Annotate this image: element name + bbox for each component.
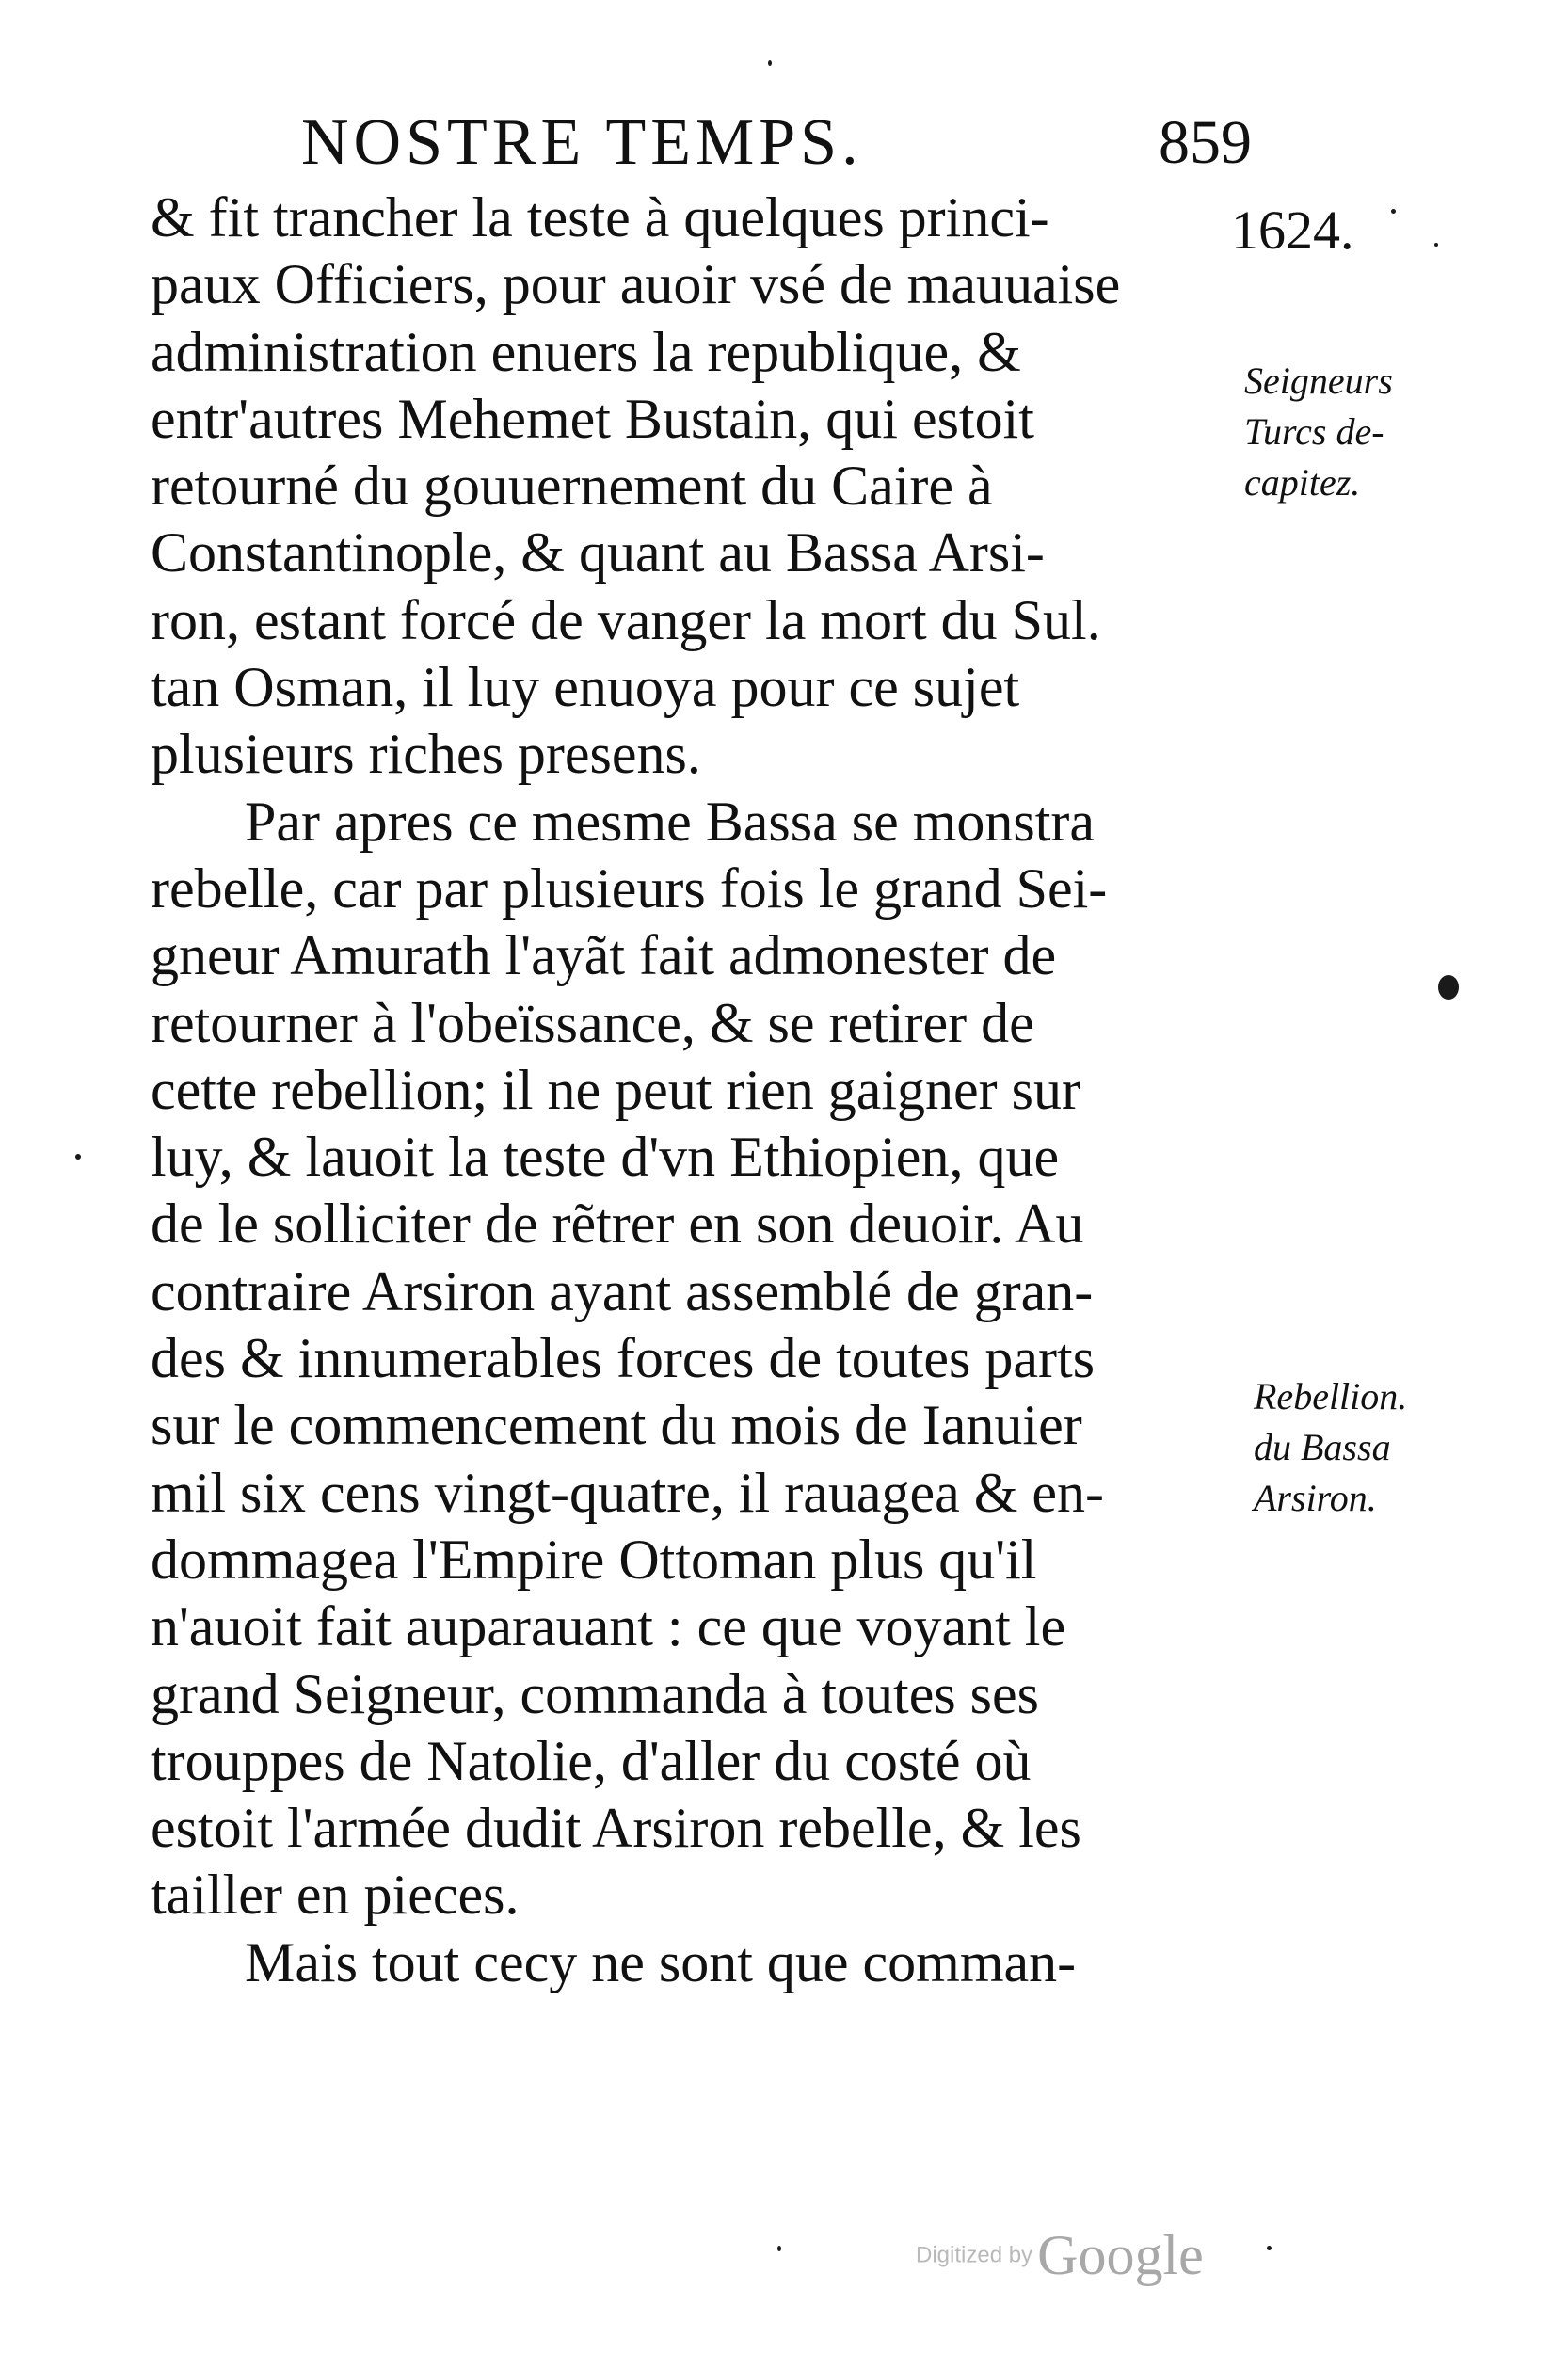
text-line: ron, estant forcé de vanger la mort du Sul. <box>151 588 1101 651</box>
ink-speck <box>75 1154 81 1160</box>
text-line: gneur Amurath l'ayãt fait admonester de <box>151 924 1057 987</box>
text-line: estoit l'armée dudit Arsiron rebelle, & les <box>151 1797 1081 1860</box>
margin-note-rebellion <box>1254 1371 1407 1524</box>
running-head <box>282 105 1252 181</box>
text-line: contraire Arsiron ayant assemblé de gran- <box>151 1259 1094 1322</box>
text-line: tailler en pieces. <box>151 1864 520 1927</box>
text-line: paux Officiers, pour auoir vsé de mauuaise <box>151 253 1121 316</box>
text-line: dommagea l'Empire Ottoman plus qu'il <box>151 1528 1037 1591</box>
ink-speck <box>777 2246 781 2251</box>
ink-blot <box>1438 975 1459 1000</box>
paragraph-start-line: Par apres ce mesme Bassa se monstra <box>245 790 1096 853</box>
margin-note-seigneurs <box>1244 356 1393 508</box>
ink-speck <box>1434 243 1438 247</box>
paragraph-start-line: Mais tout cecy ne sont que comman- <box>245 1930 1077 1993</box>
text-line: administration enuers la republique, & <box>151 320 1021 383</box>
margin-note-line: Turcs de- <box>1244 410 1384 453</box>
text-line: retourné du gouuernement du Caire à <box>151 455 993 518</box>
digitized-by-google-watermark <box>916 2223 1204 2288</box>
ink-speck <box>1267 2246 1272 2250</box>
text-line: & fit trancher la teste à quelques princi- <box>151 186 1049 248</box>
text-line: n'auoit fait auparauant : ce que voyant le <box>151 1595 1066 1658</box>
text-line: tan Osman, il luy enuoya pour ce sujet <box>151 656 1020 719</box>
text-line: entr'autres Mehemet Bustain, qui estoit <box>151 387 1034 450</box>
text-line: trouppes de Natolie, d'aller du costé où <box>151 1729 1032 1792</box>
page-number: 859 <box>1159 108 1252 177</box>
ink-speck <box>1391 209 1396 214</box>
ink-speck <box>768 60 772 66</box>
text-line: de le solliciter de rẽtrer en son deuoir. Au <box>151 1193 1084 1256</box>
text-line: Constantinople, & quant au Bassa Arsi- <box>151 521 1045 584</box>
text-line: retourner à l'obeïssance, & se retirer de <box>151 991 1034 1054</box>
text-line: plusieurs riches presens. <box>151 723 701 786</box>
text-line: des & innumerables forces de toutes parts <box>151 1327 1096 1390</box>
margin-note-line: capitez. <box>1244 461 1361 504</box>
running-title: NOSTRE TEMPS. <box>301 106 863 179</box>
text-line: sur le commencement du mois de Ianuier <box>151 1394 1082 1457</box>
margin-note-line: du Bassa <box>1254 1426 1391 1468</box>
text-line: grand Seigneur, commanda à toutes ses <box>151 1662 1040 1725</box>
margin-note-line: Rebellion. <box>1254 1375 1408 1417</box>
text-line: cette rebellion; il ne peut rien gaigner sur <box>151 1058 1080 1121</box>
text-line: luy, & lauoit la teste d'vn Ethiopien, que <box>151 1126 1060 1189</box>
margin-note-line: Arsiron. <box>1254 1477 1377 1519</box>
margin-year: 1624. <box>1231 200 1354 261</box>
watermark-prefix: Digitized by <box>916 2242 1033 2268</box>
body-text <box>151 184 1242 1996</box>
google-logo: Google <box>1037 2224 1204 2286</box>
text-line: rebelle, car par plusieurs fois le grand Sei- <box>151 856 1108 920</box>
margin-note-line: Seigneurs <box>1244 360 1393 402</box>
text-line: mil six cens vingt-quatre, il rauagea & en- <box>151 1461 1104 1524</box>
